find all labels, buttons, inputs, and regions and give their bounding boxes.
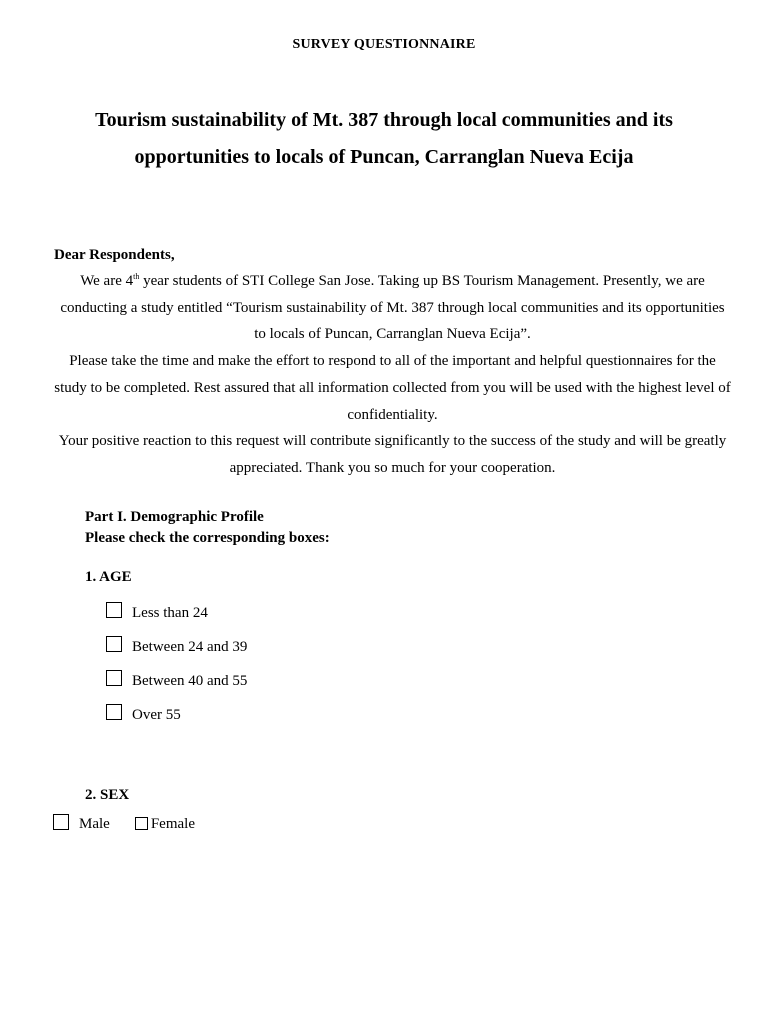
letter-paragraph-2: Please take the time and make the effort to respond to all of the important and helpful questionnaires for the study to be completed. Rest assured that all information collected from you will be used with the highest level of confidentiality. xyxy=(54,353,731,423)
age-checkbox-over-55[interactable] xyxy=(106,704,122,720)
part-1-instruction: Please check the corresponding boxes: xyxy=(85,530,330,546)
question-sex-label: 2. SEX xyxy=(85,787,130,803)
age-option-over-55[interactable] xyxy=(106,698,247,732)
letter-paragraph-3: Your positive reaction to this request will contribute significantly to the success of the study and will be greatly appreciated. Thank you so much for your cooperation. xyxy=(58,433,727,476)
document-header: SURVEY QUESTIONNAIRE xyxy=(292,37,476,52)
part-1-title: Part I. Demographic Profile xyxy=(85,509,264,525)
document-title xyxy=(60,102,708,176)
paragraph-1-rest: year students of STI College San Jose. Taking up BS Tourism Management. Presently, we are conducting a study entitled “Tourism sustainability of Mt. 387 through local communities and its opportunities to locals of Puncan, Carranglan Nueva Ecija”. xyxy=(60,273,725,343)
age-option-40-to-55[interactable] xyxy=(106,664,247,698)
sex-options xyxy=(53,816,195,833)
part-1-heading xyxy=(85,507,330,549)
paragraph-1-prefix: We are 4 xyxy=(80,273,134,289)
sex-checkbox-female[interactable] xyxy=(135,817,148,830)
age-checkbox-24-to-39[interactable] xyxy=(106,636,122,652)
option-label: Less than 24 xyxy=(132,604,208,621)
option-label: Between 24 and 39 xyxy=(132,638,248,655)
age-option-less-than-24[interactable] xyxy=(106,596,247,630)
sex-option-female-label: Female xyxy=(150,816,195,832)
age-option-24-to-39[interactable] xyxy=(106,630,247,664)
ordinal-superscript: th xyxy=(133,272,140,281)
letter-paragraph-1 xyxy=(54,268,731,348)
title-line-1: Tourism sustainability of Mt. 387 through local communities and its xyxy=(95,109,673,131)
age-checkbox-less-than-24[interactable] xyxy=(106,602,122,618)
age-checkbox-40-to-55[interactable] xyxy=(106,670,122,686)
letter-salutation: Dear Respondents, xyxy=(54,247,175,263)
option-label: Over 55 xyxy=(132,706,181,723)
option-label: Between 40 and 55 xyxy=(132,672,248,689)
sex-option-male-label: Male xyxy=(79,816,110,832)
age-options xyxy=(106,596,247,732)
letter-body xyxy=(54,268,731,482)
question-age-label: 1. AGE xyxy=(85,569,132,585)
sex-checkbox-male[interactable] xyxy=(53,814,69,830)
title-line-2: opportunities to locals of Puncan, Carranglan Nueva Ecija xyxy=(134,146,634,168)
